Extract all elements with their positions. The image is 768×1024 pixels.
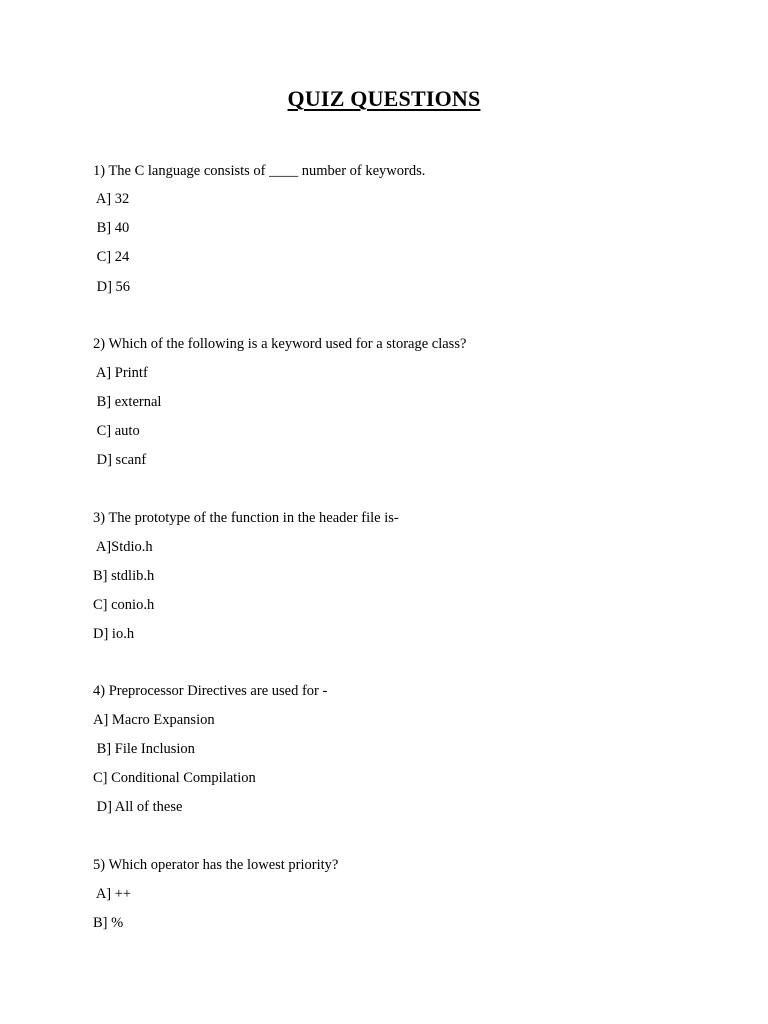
question-2-option-c: C] auto: [93, 423, 140, 439]
question-4-option-c: C] Conditional Compilation: [93, 770, 256, 786]
question-1-option-a: A] 32: [93, 191, 130, 207]
question-2-option-b: B] external: [93, 394, 162, 410]
question-3-option-a: A]Stdio.h: [93, 539, 153, 555]
question-5-option-a: A] ++: [93, 886, 132, 902]
question-4-option-b: B] File Inclusion: [93, 741, 195, 757]
question-1-option-b: B] 40: [93, 220, 130, 236]
question-2-text: 2) Which of the following is a keyword used for a storage class?: [93, 336, 467, 352]
question-1-text: 1) The C language consists of ____ number of keywords.: [93, 163, 426, 179]
question-3-option-c: C] conio.h: [93, 597, 155, 613]
question-3-option-b: B] stdlib.h: [93, 568, 155, 584]
question-1-option-d: D] 56: [93, 279, 131, 295]
question-1-option-c: C] 24: [93, 249, 130, 265]
question-4-option-a: A] Macro Expansion: [93, 712, 215, 728]
question-5-option-b: B] %: [93, 915, 124, 931]
question-4-option-d: D] All of these: [93, 799, 183, 815]
question-3-option-d: D] io.h: [93, 626, 135, 642]
question-3-text: 3) The prototype of the function in the header file is-: [93, 510, 399, 526]
question-5-text: 5) Which operator has the lowest priority?: [93, 857, 339, 873]
question-4-text: 4) Preprocessor Directives are used for -: [93, 683, 328, 699]
question-2-option-a: A] Printf: [93, 365, 148, 381]
question-2-option-d: D] scanf: [93, 452, 147, 468]
page-title: QUIZ QUESTIONS: [287, 86, 481, 111]
